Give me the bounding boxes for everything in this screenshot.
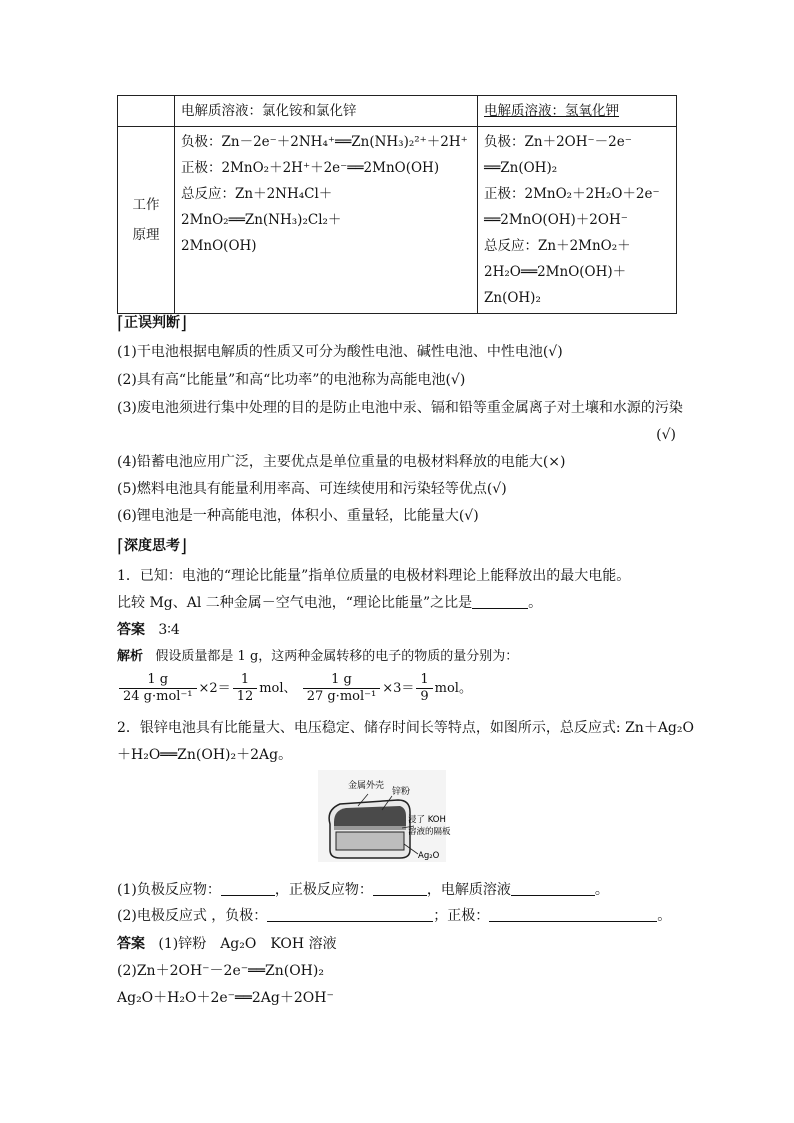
zinc-powder-shape xyxy=(334,806,406,826)
analysis-line xyxy=(117,647,518,667)
question-2-part-1 xyxy=(117,880,609,900)
label-zinc-powder: 锌粉 xyxy=(392,787,411,797)
answer-blank[interactable] xyxy=(489,907,657,922)
label-metal-shell: 金属外壳 xyxy=(348,781,385,791)
label-separator-1: 浸了 KOH xyxy=(408,815,446,825)
question-2-answer-2: (2)Zn＋2OH⁻－2e⁻══Zn(OH)₂ xyxy=(117,963,324,979)
analysis-text: 假设质量都是 1 g，这两种金属转移的电子的物质的量分别为： xyxy=(155,649,519,664)
right-line: 总反应：Zn＋2MnO₂＋ xyxy=(484,238,631,254)
row-label xyxy=(118,127,175,314)
table-header-row xyxy=(118,96,677,127)
analysis-formula xyxy=(117,672,472,705)
right-line: ══2MnO(OH)＋2OH⁻ xyxy=(484,212,628,228)
left-line: 2MnO(OH) xyxy=(181,238,257,254)
battery-diagram xyxy=(318,770,451,862)
think-title-text: 深度思考 xyxy=(124,538,181,554)
answer-blank[interactable] xyxy=(373,881,427,896)
answer-blank[interactable] xyxy=(221,881,275,896)
table-header-right-text: 电解质溶液：氢氧化钾 xyxy=(484,103,619,119)
formula-operator: ×2＝ xyxy=(198,681,231,696)
formula-unit: mol、 xyxy=(259,681,297,696)
question-1-answer xyxy=(117,620,180,640)
q2-p1-text-a: (1)负极反应物： xyxy=(117,882,221,898)
bracket-close-icon: ⌋ xyxy=(180,313,188,334)
bracket-open-icon: ⌈ xyxy=(117,536,125,557)
fraction-denominator: 12 xyxy=(236,689,254,704)
label-ag2o: Ag₂O xyxy=(418,851,440,861)
right-line: 正极：2MnO₂＋2H₂O＋2e⁻ xyxy=(484,186,660,202)
right-line: 2H₂O══2MnO(OH)＋Zn(OH)₂ xyxy=(484,264,627,306)
battery-principle-table xyxy=(117,95,677,314)
judge-item: (4)铅蓄电池应用广泛，主要优点是单位重量的电极材料释放的电能大(×) xyxy=(117,454,566,470)
left-line: 总反应：Zn＋2NH₄Cl＋2MnO₂══Zn(NH₃)₂Cl₂＋ xyxy=(181,186,342,228)
section-title-judge xyxy=(117,313,187,334)
right-line: 负极：Zn＋2OH⁻－2e⁻ xyxy=(484,134,632,150)
ag2o-layer-shape xyxy=(336,832,404,850)
bracket-open-icon: ⌈ xyxy=(117,313,125,334)
judge-item: (2)具有高“比能量”和高“比功率”的电池称为高能电池(√) xyxy=(117,372,466,388)
fraction-denominator: 27 g·mol⁻¹ xyxy=(306,689,377,704)
separator-shape xyxy=(334,826,406,830)
row-label-line-2: 原理 xyxy=(132,227,160,243)
fraction-result-mg xyxy=(233,672,258,705)
answer-blank[interactable] xyxy=(267,907,433,922)
left-principle-cell xyxy=(175,127,478,314)
section-title-think xyxy=(117,536,187,557)
formula-operator: ×3＝ xyxy=(382,681,415,696)
table-empty-cell xyxy=(118,96,175,127)
left-line: 负极：Zn－2e⁻＋2NH₄⁺══Zn(NH₃)₂²⁺＋2H⁺ xyxy=(181,134,468,150)
q2-p2-text-b: ；正极： xyxy=(433,908,490,924)
question-2-answer-3: Ag₂O＋H₂O＋2e⁻══2Ag＋2OH⁻ xyxy=(117,990,334,1006)
question-2-part-2 xyxy=(117,906,671,926)
question-1-line-2 xyxy=(117,593,542,613)
answer-label: 答案 xyxy=(117,936,145,952)
answer-value: 3∶4 xyxy=(158,622,180,638)
silver-zinc-battery-figure xyxy=(318,770,451,862)
question-1-end: 。 xyxy=(528,595,543,611)
fraction-denominator: 24 g·mol⁻¹ xyxy=(123,689,193,704)
fraction-mg xyxy=(119,672,197,705)
answer-label: 答案 xyxy=(117,622,145,638)
fraction-numerator: 1 xyxy=(233,672,258,689)
q2-p1-text-d: 。 xyxy=(594,882,609,898)
formula-unit: mol。 xyxy=(434,681,472,696)
fraction-denominator: 9 xyxy=(420,689,429,704)
judge-item-mark: (√) xyxy=(656,427,676,443)
judge-item: (3)废电池须进行集中处理的目的是防止电池中汞、镉和铅等重金属离子对土壤和水源的污染 xyxy=(117,400,683,416)
label-separator-2: 溶液的隔板 xyxy=(408,827,451,837)
answer-blank[interactable] xyxy=(511,881,595,896)
question-2-line-1: 2．银锌电池具有比能量大、电压稳定、储存时间长等特点，如图所示，总反应式: Zn＋Ag₂O xyxy=(117,720,694,736)
q2-p2-text-c: 。 xyxy=(657,908,672,924)
question-1-line-1: 1．已知：电池的“理论比能量”指单位质量的电极材料理论上能释放出的最大电能。 xyxy=(117,568,631,584)
judge-item: (1)干电池根据电解质的性质又可分为酸性电池、碱性电池、中性电池(√) xyxy=(117,344,563,360)
q2-p1-text-c: ，电解质溶液 xyxy=(426,882,511,898)
analysis-label: 解析 xyxy=(117,649,144,664)
right-principle-cell xyxy=(478,127,677,314)
fraction-result-al xyxy=(416,672,432,705)
fraction-numerator: 1 g xyxy=(119,672,197,689)
fraction-numerator: 1 g xyxy=(303,672,381,689)
judge-item: (5)燃料电池具有能量利用率高、可连续使用和污染轻等优点(√) xyxy=(117,481,507,497)
answer-blank[interactable] xyxy=(472,594,528,609)
fraction-al xyxy=(303,672,381,705)
table-body-row xyxy=(118,127,677,314)
bracket-close-icon: ⌋ xyxy=(180,536,188,557)
judge-item: (6)锂电池是一种高能电池，体积小、重量轻，比能量大(√) xyxy=(117,508,479,524)
question-2-answer-1 xyxy=(117,934,337,954)
judge-title-text: 正误判断 xyxy=(124,315,181,331)
fraction-numerator: 1 xyxy=(416,672,432,689)
question-1-text: 比较 Mg、Al 二种金属－空气电池，“理论比能量”之比是 xyxy=(117,595,473,611)
right-line: ══Zn(OH)₂ xyxy=(484,160,558,176)
q2-p2-text-a: (2)电极反应式 ，负极： xyxy=(117,908,268,924)
left-line: 正极：2MnO₂＋2H⁺＋2e⁻══2MnO(OH) xyxy=(181,160,440,176)
row-label-line-1: 工作 xyxy=(132,197,160,213)
table-header-left: 电解质溶液：氯化铵和氯化锌 xyxy=(175,96,478,127)
q2-p1-text-b: ，正极反应物： xyxy=(274,882,373,898)
question-2-line-2: ＋H₂O══Zn(OH)₂＋2Ag。 xyxy=(117,747,293,763)
table-header-right xyxy=(478,96,677,127)
answer-value: (1)锌粉 Ag₂O KOH 溶液 xyxy=(158,936,337,952)
